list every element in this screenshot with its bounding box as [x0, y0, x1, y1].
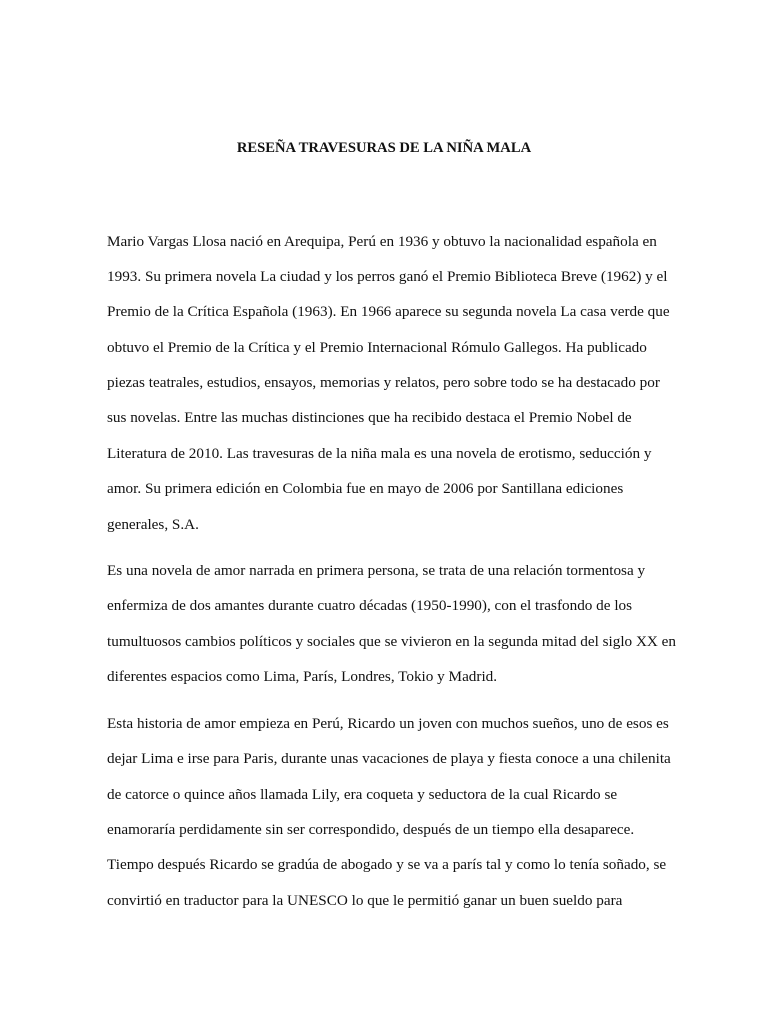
paragraph-3-line: de catorce o quince años llamada Lily, era coqueta y seductora de la cual Ricardo se: [107, 786, 618, 803]
paragraph-3-line: enamoraría perdidamente sin ser correspondido, después de un tiempo ella desaparece.: [107, 821, 635, 838]
paragraph-1-line: generales, S.A.: [107, 516, 199, 533]
paragraph-3-line: dejar Lima e irse para Paris, durante unas vacaciones de playa y fiesta conoce a una chilenita: [107, 750, 671, 767]
paragraph-2-line: enfermiza de dos amantes durante cuatro décadas (1950-1990), con el trasfondo de los: [107, 597, 633, 614]
paragraph-3-line: Esta historia de amor empieza en Perú, Ricardo un joven con muchos sueños, uno de esos es: [107, 715, 669, 732]
paragraph-2-line: Es una novela de amor narrada en primera persona, se trata de una relación tormentosa y: [107, 562, 646, 579]
paragraph-1-line: obtuvo el Premio de la Crítica y el Premio Internacional Rómulo Gallegos. Ha publicado: [107, 339, 647, 356]
paragraph-3-line: convirtió en traductor para la UNESCO lo que le permitió ganar un buen sueldo para: [107, 892, 623, 909]
paragraph-2-line: tumultuosos cambios políticos y sociales que se vivieron en la segunda mitad del siglo XX en: [107, 633, 677, 650]
paragraph-1-line: Mario Vargas Llosa nació en Arequipa, Perú en 1936 y obtuvo la nacionalidad española en: [107, 233, 657, 250]
paragraph-1-line: amor. Su primera edición en Colombia fue en mayo de 2006 por Santillana ediciones: [107, 480, 624, 497]
paragraph-1-line: Premio de la Crítica Española (1963). En 1966 aparece su segunda novela La casa verde que: [107, 303, 670, 320]
paragraph-1-line: Literatura de 2010. Las travesuras de la niña mala es una novela de erotismo, seducción y: [107, 445, 652, 462]
document-title: RESEÑA TRAVESURAS DE LA NIÑA MALA: [236, 140, 532, 156]
paragraph-1-line: piezas teatrales, estudios, ensayos, memorias y relatos, pero sobre todo se ha destacado por: [107, 374, 660, 391]
paragraph-3-line: Tiempo después Ricardo se gradúa de abogado y se va a parís tal y como lo tenía soñado, se: [107, 856, 667, 873]
paragraph-1-line: sus novelas. Entre las muchas distinciones que ha recibido destaca el Premio Nobel de: [107, 409, 632, 426]
paragraph-2-line: diferentes espacios como Lima, París, Londres, Tokio y Madrid.: [107, 668, 498, 685]
paragraph-1-line: 1993. Su primera novela La ciudad y los perros ganó el Premio Biblioteca Breve (1962) y el: [107, 268, 668, 285]
